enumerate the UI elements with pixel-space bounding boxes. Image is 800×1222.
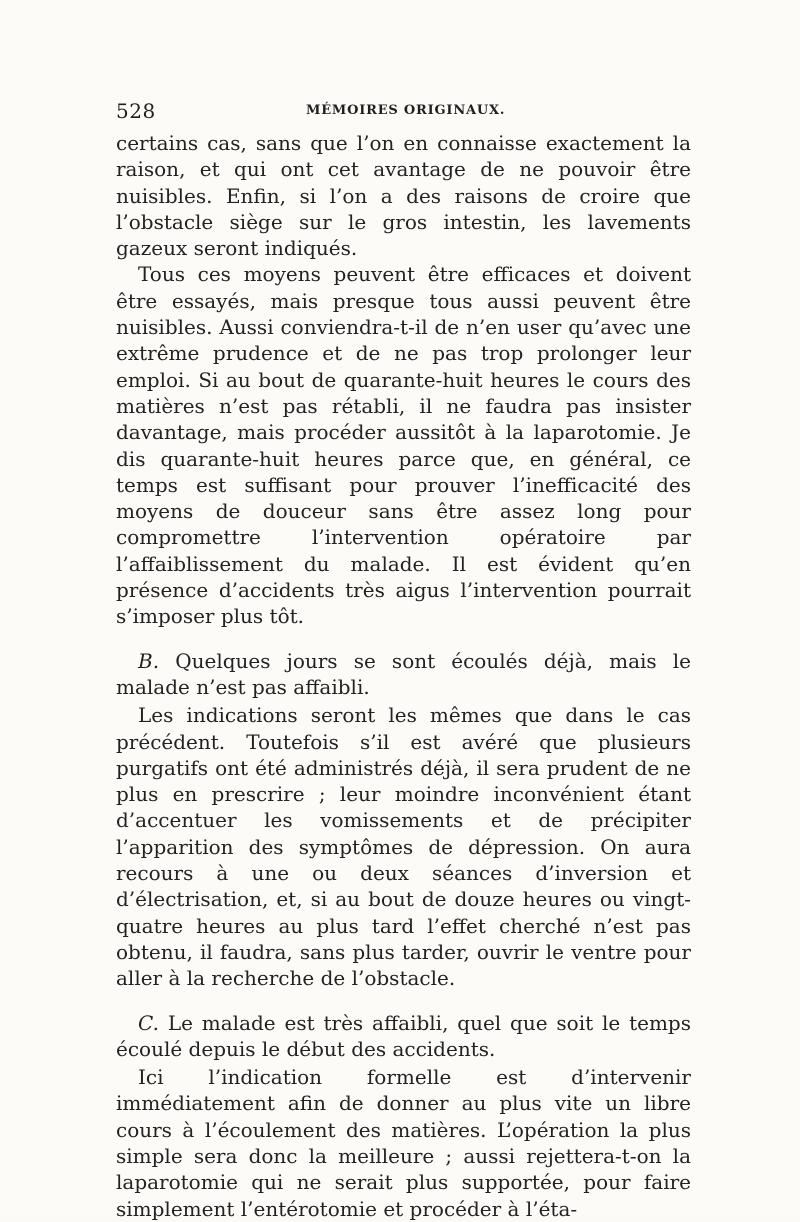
page-header xyxy=(116,96,688,126)
paragraph-2: Tous ces moyens peuvent être efficaces et doivent être essayés, mais presque tous aussi peuvent être nuisibles. Aussi conviendra-t-il de n’en user qu’avec une extrême prudence et de ne pas trop prolonger leur emploi. Si au bout de quarante-huit heures le cours des matières n’est pas rétabli, il ne faudra pas insister davantage, mais procéder aussitôt à la laparotomie. Je dis quarante-huit heures parce que, en général, ce temps est suffisant pour prouver l’inefficacité des moyens de douceur sans être assez long pour compromettre l’intervention opératoire par l’affaiblissement du malade. Il est évident qu’en présence d’accidents très aigus l’intervention pourrait s’imposer plus tôt. xyxy=(116,262,691,629)
paragraph-5 xyxy=(116,1010,691,1063)
running-title: MÉMOIRES ORIGINAUX. xyxy=(306,103,506,118)
paragraph-5-text: Le malade est très affaibli, quel que soit le temps écoulé depuis le début des accidents. xyxy=(116,1010,692,1061)
section-label-b: B. xyxy=(138,648,160,673)
text-block xyxy=(116,130,691,1222)
page-number: 528 xyxy=(116,99,156,123)
paragraph-1: certains cas, sans que l’on en connaisse exactement la raison, et qui ont cet avantage de ne pouvoir être nuisibles. Enfin, si l’on a des raisons de croire que l’obstacle siège sur le gros intestin, les lavements gazeux seront indiqués. xyxy=(116,131,691,261)
paragraph-6: Ici l’indication formelle est d’intervenir immédiatement afin de donner au plus vite un libre cours à l’écoulement des matières. L’opération la plus simple sera donc la meilleure ; aussi rejettera-t-on la laparotomie qui ne serait plus supportée, pour faire simplement l’entérotomie et procéder à l’éta- xyxy=(116,1065,691,1221)
section-label-c: C. xyxy=(138,1010,159,1035)
paragraph-3-text: Quelques jours se sont écoulés déjà, mais le malade n’est pas affaibli. xyxy=(116,648,692,699)
paragraph-4: Les indications seront les mêmes que dans le cas précédent. Toutefois s’il est avéré que plusieurs purgatifs ont été administrés déjà, il sera prudent de ne plus en prescrire ; leur moindre inconvénient étant d’accentuer les vomissements et de précipiter l’apparition des symptômes de dépression. On aura recours à une ou deux séances d’inversion et d’électrisation, et, si au bout de douze heures ou vingt-quatre heures au plus tard l’effet cherché n’est pas obtenu, il faudra, sans plus tarder, ouvrir le ventre pour aller à la recherche de l’obstacle. xyxy=(116,703,691,991)
paragraph-3 xyxy=(116,648,691,701)
